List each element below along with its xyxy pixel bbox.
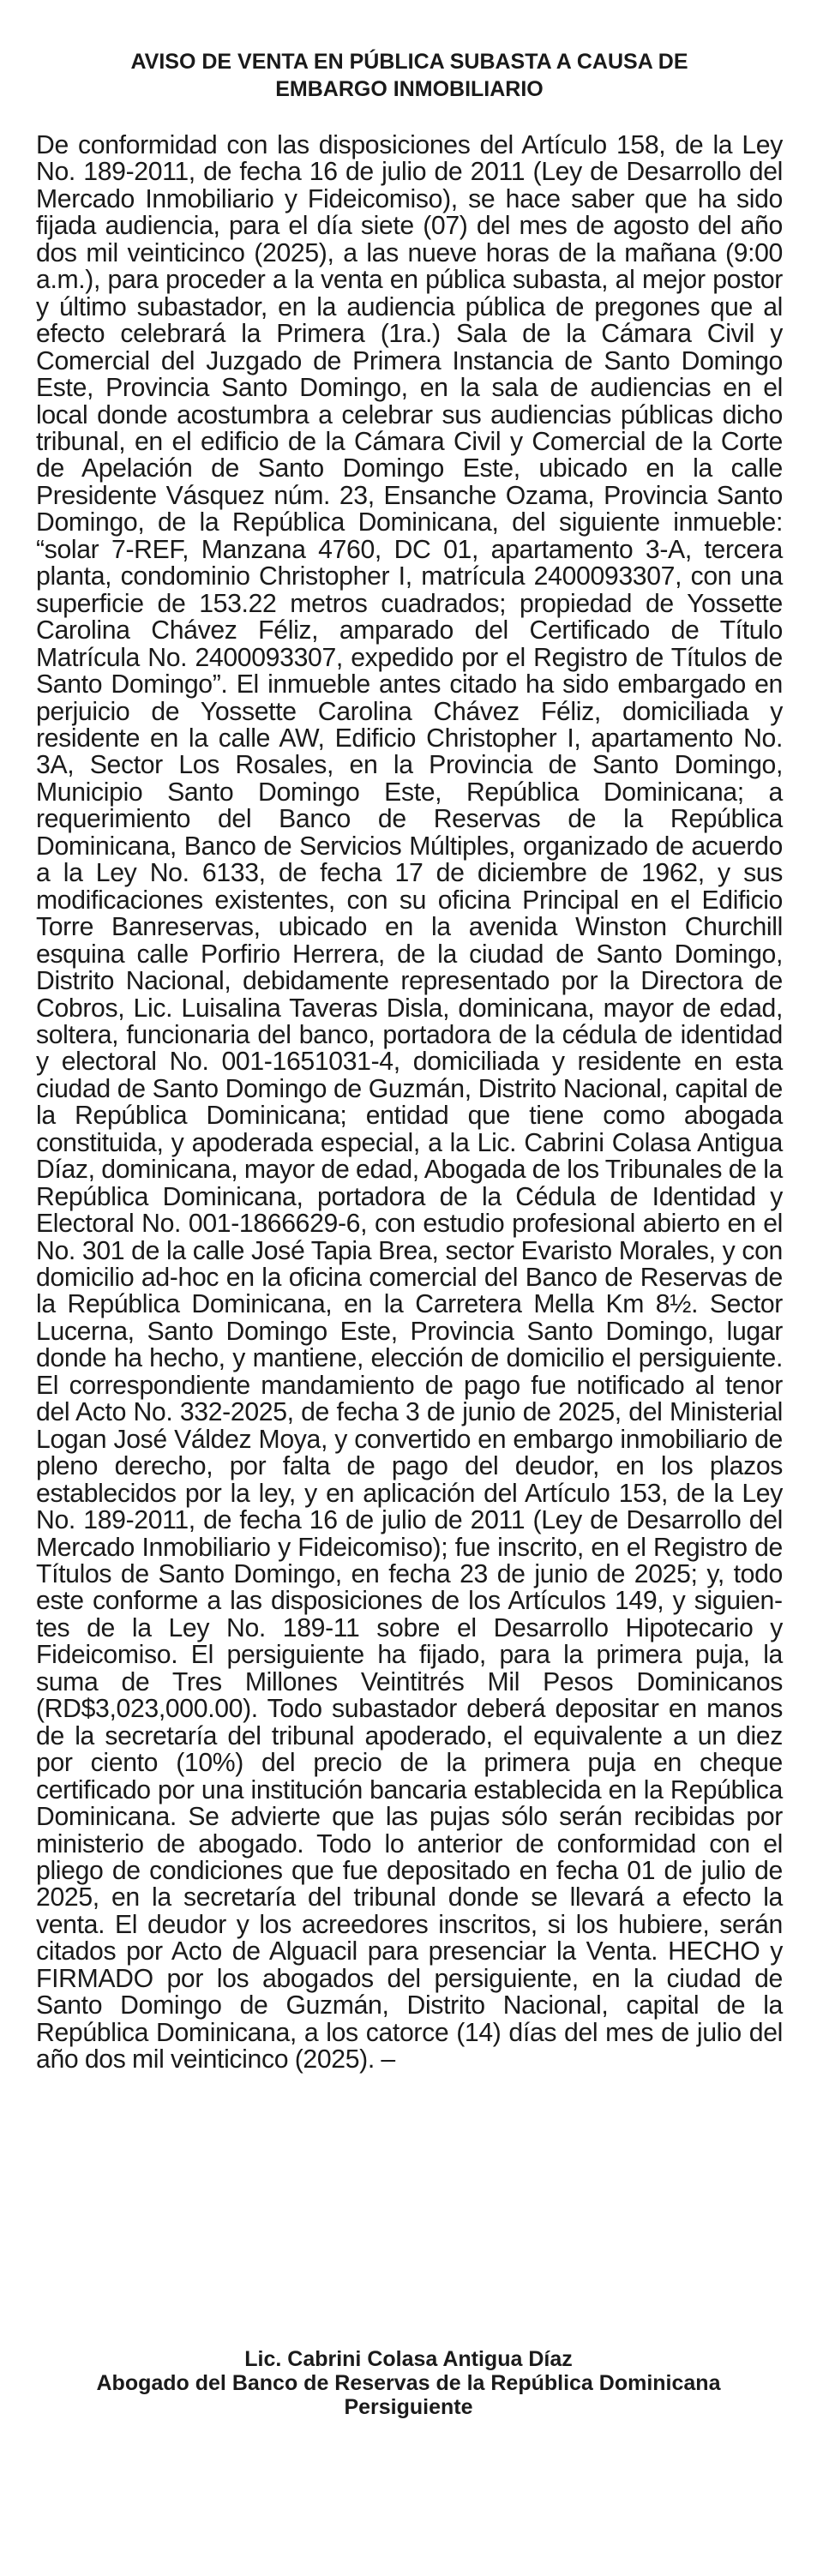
signer-role: Abogado del Banco de Reservas de la República Dominicana xyxy=(96,2371,721,2395)
signature-block xyxy=(0,2347,817,2419)
signer-party: Persiguiente xyxy=(344,2395,473,2419)
notice-title: AVISO DE VENTA EN PÚBLICA SUBASTA A CAUSA DE EMBARGO INMOBILIARIO xyxy=(130,50,688,101)
signer-name: Lic. Cabrini Colasa Antigua Díaz xyxy=(244,2347,573,2371)
notice-body: De conformidad con las disposiciones del Artículo 158, de la Ley No. 189-2011, de fecha 16 de julio de 2011 (Ley de Desarrollo del Mercado Inmobiliario y Fideicomiso), se hace saber que ha sido fijada audiencia, para el día siete (07) del mes de agosto del año dos mil veinticinco (2025), a las nueve horas de la mañana (9:00 a.m.), para proceder a la venta en pública subasta, al mejor postor y último subastador, en la audiencia pública de pregones que al efecto celebrará la Primera (1ra.) Sala de la Cámara Civil y Comercial del Juzgado de Primera Instancia de Santo Domingo Este, Provincia Santo Domingo, en la sala de audiencias en el local donde acostumbra a celebrar sus audiencias públicas dicho tribunal, en el edificio de la Cámara Civil y Comercial de la Corte de Apelación de Santo Domingo Este, ubicado en la calle Presidente Vásquez núm. 23, Ensanche Ozama, Provincia Santo Domingo, de la República Dominicana, del siguiente inmueble: “solar 7-REF, Manzana 4760, DC 01, apartamento 3-A, tercera planta, condominio Christopher I, matrícula 2400093307, con una superficie de 153.22 metros cuadrados; propiedad de Yossette Carolina Chávez Féliz, amparado del Certificado de Título Matrícula No. 2400093307, expedido por el Registro de Títulos de Santo Domingo”. El inmueble antes citado ha sido embargado en perjuicio de Yossette Carolina Chávez Féliz, domiciliada y residente en la calle AW, Edificio Christopher I, apartamento No. 3A, Sector Los Rosales, en la Provincia de Santo Domingo, Municipio Santo Domingo Este, República Dominicana; a requerimiento del Banco de Reservas de la República Dominicana, Banco de Servicios Múltiples, organizado de acuerdo a la Ley No. 6133, de fecha 17 de diciembre de 1962, y sus modificaciones existentes, con su oficina Principal en el Edificio Torre Banreservas, ubicado en la avenida Winston Churchill esquina calle Porfirio Herrera, de la ciudad de Santo Domingo, Distrito Nacional, debidamente representado por la Directora de Cobros, Lic. Luisalina Taveras Disla, dominicana, mayor de edad, soltera, funcionaria del banco, portadora de la cédula de identidad y electoral No. 001-1651031-4, domiciliada y residente en esta ciudad de Santo Domingo de Guzmán, Distrito Nacional, capital de la República Dominicana; entidad que tiene como abogada constituida, y apoderada especial, a la Lic. Cabrini Colasa Antigua Díaz, dominicana, mayor de edad, Abogada de los Tribunales de la República Dominicana, portadora de la Cédula de Identidad y Electoral No. 001-1866629-6, con estudio profesional abierto en el No. 301 de la calle José Tapia Brea, sector Evaristo Morales, y con domicilio ad-hoc en la oficina comercial del Banco de Reservas de la República Dominicana, en la Carretera Mella Km 8½. Sector Lucerna, Santo Domingo Este, Provincia Santo Domingo, lugar donde ha hecho, y mantiene, elección de domicilio el persiguiente. El correspondiente mandamiento de pago fue notificado al tenor del Acto No. 332-2025, de fecha 3 de junio de 2025, del Ministerial Logan José Váldez Moya, y convertido en embargo inmobiliario de pleno derecho, por falta de pago del deudor, en los plazos establecidos por la ley, y en aplicación del Artículo 153, de la Ley No. 189-2011, de fecha 16 de julio de 2011 (Ley de Desarrollo del Mercado Inmobiliario y Fideicomiso); fue inscrito, en el Registro de Títulos de Santo Domingo, en fecha 23 de junio de 2025; y, todo este conforme a las disposiciones de los Artículos 149, y siguientes de la Ley No. 189-11 sobre el Desarrollo Hipotecario y Fideicomiso. El persiguiente ha fijado, para la primera puja, la suma de Tres Millones Veintitrés Mil Pesos Dominicanos (RD$3,023,000.00). Todo subastador deberá depositar en manos de la secretaría del tribunal apoderado, el equivalente a un diez por ciento (10%) del precio de la primera puja en cheque certificado por una institución bancaria establecida en la República Dominicana. Se advierte que las pujas sólo serán recibidas por ministerio de abogado. Todo lo anterior de conformidad con el pliego de condiciones que fue depositado en fecha 01 de julio de 2025, en la secretaría del tribunal donde se llevará a efecto la venta. El deudor y los acreedores inscritos, si los hubiere, serán citados por Acto de Alguacil para presenciar la Venta. HECHO y FIRMADO por los abogados del persiguiente, en la ciudad de Santo Domingo de Guzmán, Distrito Nacional, capital de la República Dominicana, a los catorce (14) días del mes de julio del año dos mil veinticinco (2025). – xyxy=(36,131,783,2075)
